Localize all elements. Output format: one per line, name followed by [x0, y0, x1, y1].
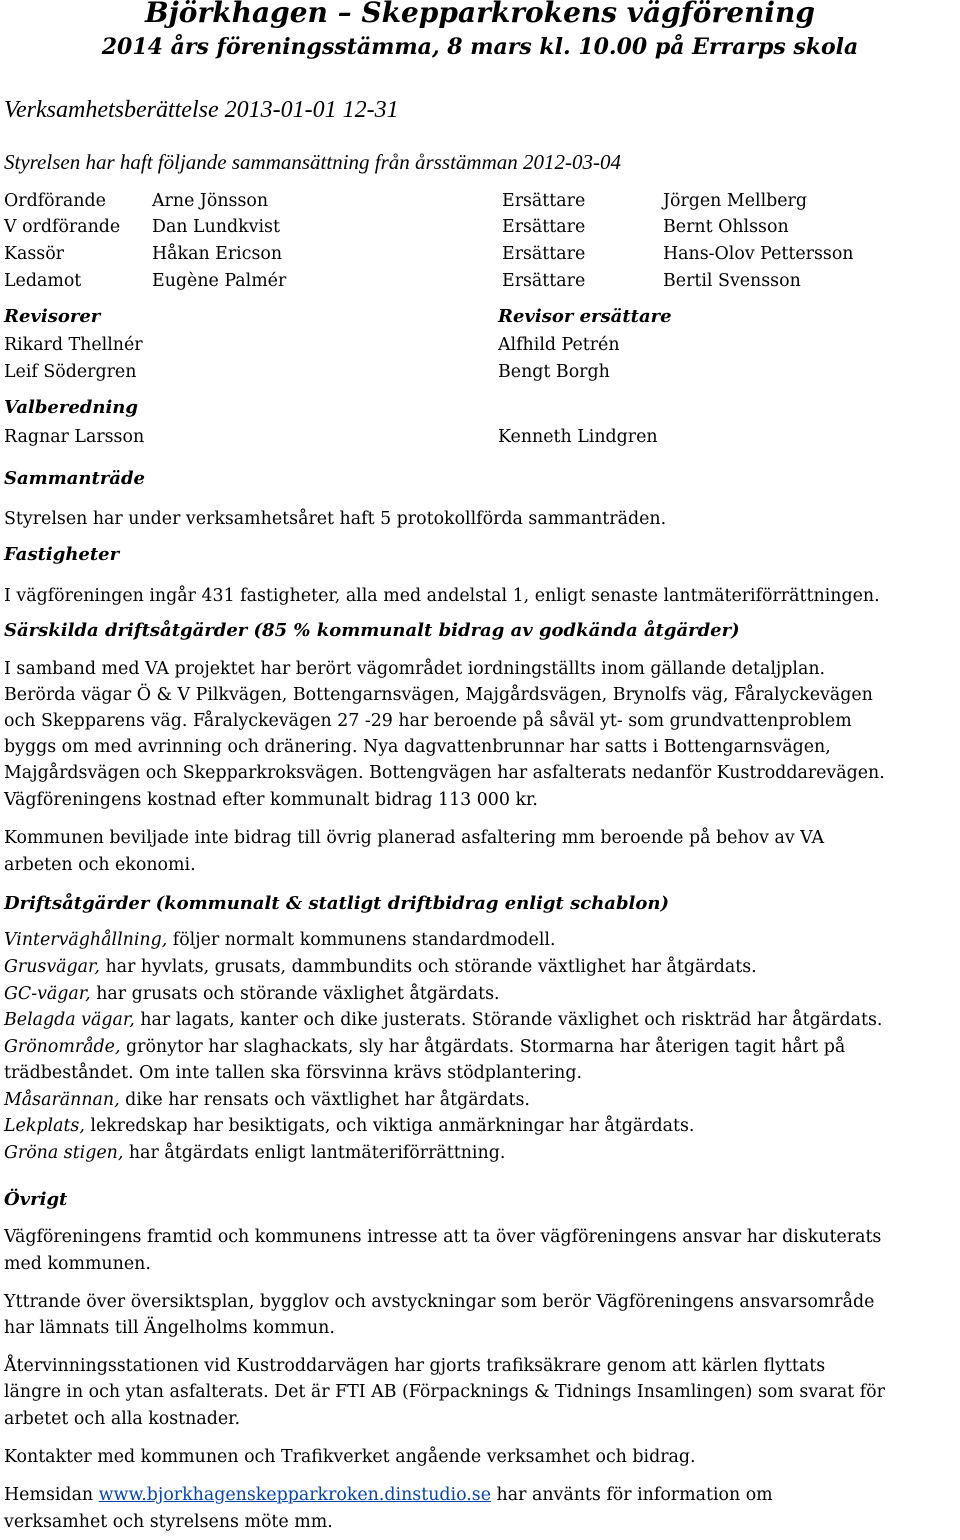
- website-link[interactable]: www.bjorkhagenskepparkroken.dinstudio.se: [98, 1485, 492, 1505]
- other-line: arbetet och alla kostnader.: [4, 1409, 241, 1429]
- operations-item: [4, 930, 556, 950]
- operations-item: [4, 1143, 505, 1163]
- operations-item: [4, 957, 757, 977]
- other-heading: Övrigt: [4, 1189, 68, 1210]
- properties-text: I vägföreningen ingår 431 fastigheter, alla med andelstal 1, enligt senaste lantmäteriförrättningen.: [4, 586, 880, 606]
- document-title: Björkhagen – Skepparkrokens vägförening: [145, 0, 815, 29]
- auditor-name: Rikard Thellnér: [4, 335, 143, 355]
- board-name: Eugène Palmér: [152, 271, 287, 291]
- other-line: längre in och ytan asfalterats. Det är FTI AB (Förpacknings & Tidnings Insamlingen) som svarat för: [4, 1382, 885, 1402]
- board-intro: Styrelsen har haft följande sammansättning från årsstämman 2012-03-04: [4, 150, 621, 174]
- operations-text: följer normalt kommunens standardmodell.: [167, 930, 556, 950]
- meetings-text: Styrelsen har under verksamhetsåret haft 5 protokollförda sammanträden.: [4, 509, 667, 529]
- alt-auditor-name: Alfhild Petrén: [498, 335, 620, 355]
- operations-label: Måsarännan,: [4, 1090, 120, 1110]
- board-sub-name: Hans-Olov Pettersson: [663, 244, 854, 264]
- other-line: med kommunen.: [4, 1254, 151, 1274]
- special-heading: Särskilda driftsåtgärder (85 % kommunalt bidrag av godkända åtgärder): [4, 620, 740, 641]
- alt-auditors-heading: Revisor ersättare: [498, 306, 672, 327]
- operations-label: Belagda vägar,: [4, 1010, 135, 1030]
- board-sub-name: Jörgen Mellberg: [663, 191, 807, 211]
- operations-text: trädbeståndet. Om inte tallen ska försvinna krävs stödplantering.: [4, 1063, 583, 1083]
- document-subtitle: 2014 års föreningsstämma, 8 mars kl. 10.00 på Errarps skola: [101, 34, 859, 60]
- board-name: Arne Jönsson: [152, 191, 269, 211]
- special-line: I samband med VA projektet har berört vägområdet iordningställts inom gällande detaljplan.: [4, 659, 826, 679]
- other-line: Återvinningsstationen vid Kustroddarvägen har gjorts trafiksäkrare genom att kärlen flyttats: [4, 1356, 826, 1376]
- operations-label: Lekplats,: [4, 1116, 85, 1136]
- website-line: [4, 1485, 773, 1505]
- special-line: och Skepparens väg. Fåralyckevägen 27 -29 har beroende på såväl yt- som grundvattenproblem: [4, 711, 852, 731]
- operations-label: Gröna stigen,: [4, 1143, 124, 1163]
- board-sub-role: Ersättare: [502, 191, 586, 211]
- other-line: verksamhet och styrelsens möte mm.: [4, 1512, 333, 1532]
- operations-text: dike har rensats och växtlighet har åtgärdats.: [119, 1090, 530, 1110]
- nomination-heading: Valberedning: [4, 397, 138, 418]
- meetings-heading: Sammanträde: [4, 468, 146, 489]
- operations-heading: Driftsåtgärder (kommunalt & statligt driftbidrag enligt schablon): [4, 893, 669, 914]
- board-sub-role: Ersättare: [502, 244, 586, 264]
- special-line: Kommunen beviljade inte bidrag till övrig planerad asfaltering mm beroende på behov av VA: [4, 828, 825, 848]
- nomination-member: Ragnar Larsson: [4, 427, 145, 447]
- board-role: Ordförande: [4, 191, 106, 211]
- report-heading: Verksamhetsberättelse 2013-01-01 12-31: [4, 97, 399, 123]
- website-post: har använts för information om: [491, 1485, 773, 1505]
- operations-label: GC-vägar,: [4, 984, 91, 1004]
- operations-text: har åtgärdats enligt lantmäteriförrättning.: [123, 1143, 506, 1163]
- board-role: Kassör: [4, 244, 64, 264]
- operations-item: [4, 1010, 882, 1030]
- properties-heading: Fastigheter: [4, 544, 120, 565]
- special-line: Berörda vägar Ö & V Pilkvägen, Bottengarnsvägen, Majgårdsvägen, Brynolfs väg, Fåralyckevägen: [4, 685, 873, 705]
- other-line: Yttrande över översiktsplan, bygglov och avstyckningar som berör Vägföreningens ansvarsområde: [4, 1292, 875, 1312]
- operations-text: har hyvlats, grusats, dammbundits och störande växtlighet har åtgärdats.: [99, 957, 757, 977]
- board-sub-name: Bernt Ohlsson: [663, 217, 789, 237]
- special-line: byggs om med avrinning och dränering. Nya dagvattenbrunnar har satts i Bottengarnsvägen,: [4, 737, 831, 757]
- operations-item: [4, 1090, 530, 1110]
- auditors-heading: Revisorer: [4, 306, 101, 327]
- other-line: Vägföreningens framtid och kommunens intresse att ta över vägföreningens ansvar har diskuterats: [4, 1227, 882, 1247]
- board-name: Dan Lundkvist: [152, 217, 280, 237]
- board-role: Ledamot: [4, 271, 82, 291]
- operations-label: Grönområde,: [4, 1037, 121, 1057]
- website-pre: Hemsidan: [4, 1485, 99, 1505]
- operations-item: [4, 1116, 694, 1136]
- alt-auditor-name: Bengt Borgh: [498, 362, 610, 382]
- operations-text: har grusats och störande växlighet åtgärdats.: [90, 984, 500, 1004]
- board-role: V ordförande: [4, 217, 121, 237]
- operations-text: har lagats, kanter och dike justerats. Störande växlighet och riskträd har åtgärdats.: [134, 1010, 883, 1030]
- board-name: Håkan Ericson: [152, 244, 283, 264]
- board-sub-name: Bertil Svensson: [663, 271, 801, 291]
- board-sub-role: Ersättare: [502, 271, 586, 291]
- operations-label: Vinterväghållning,: [4, 930, 168, 950]
- nomination-member: Kenneth Lindgren: [498, 427, 658, 447]
- special-line: arbeten och ekonomi.: [4, 855, 196, 875]
- operations-item: [4, 1063, 582, 1083]
- other-line: Kontakter med kommunen och Trafikverket angående verksamhet och bidrag.: [4, 1447, 696, 1467]
- board-sub-role: Ersättare: [502, 217, 586, 237]
- special-line: Vägföreningens kostnad efter kommunalt bidrag 113 000 kr.: [4, 790, 538, 810]
- other-line: har lämnats till Ängelholms kommun.: [4, 1318, 335, 1338]
- operations-label: Grusvägar,: [4, 957, 100, 977]
- auditor-name: Leif Södergren: [4, 362, 137, 382]
- operations-item: [4, 984, 500, 1004]
- operations-text: lekredskap har besiktigats, och viktiga anmärkningar har åtgärdats.: [84, 1116, 695, 1136]
- special-line: Majgårdsvägen och Skepparkroksvägen. Bottengvägen har asfalterats nedanför Kustroddarevägen.: [4, 763, 885, 783]
- operations-item: [4, 1037, 845, 1057]
- operations-text: grönytor har slaghackats, sly har åtgärdats. Stormarna har återigen tagit hårt på: [120, 1037, 846, 1057]
